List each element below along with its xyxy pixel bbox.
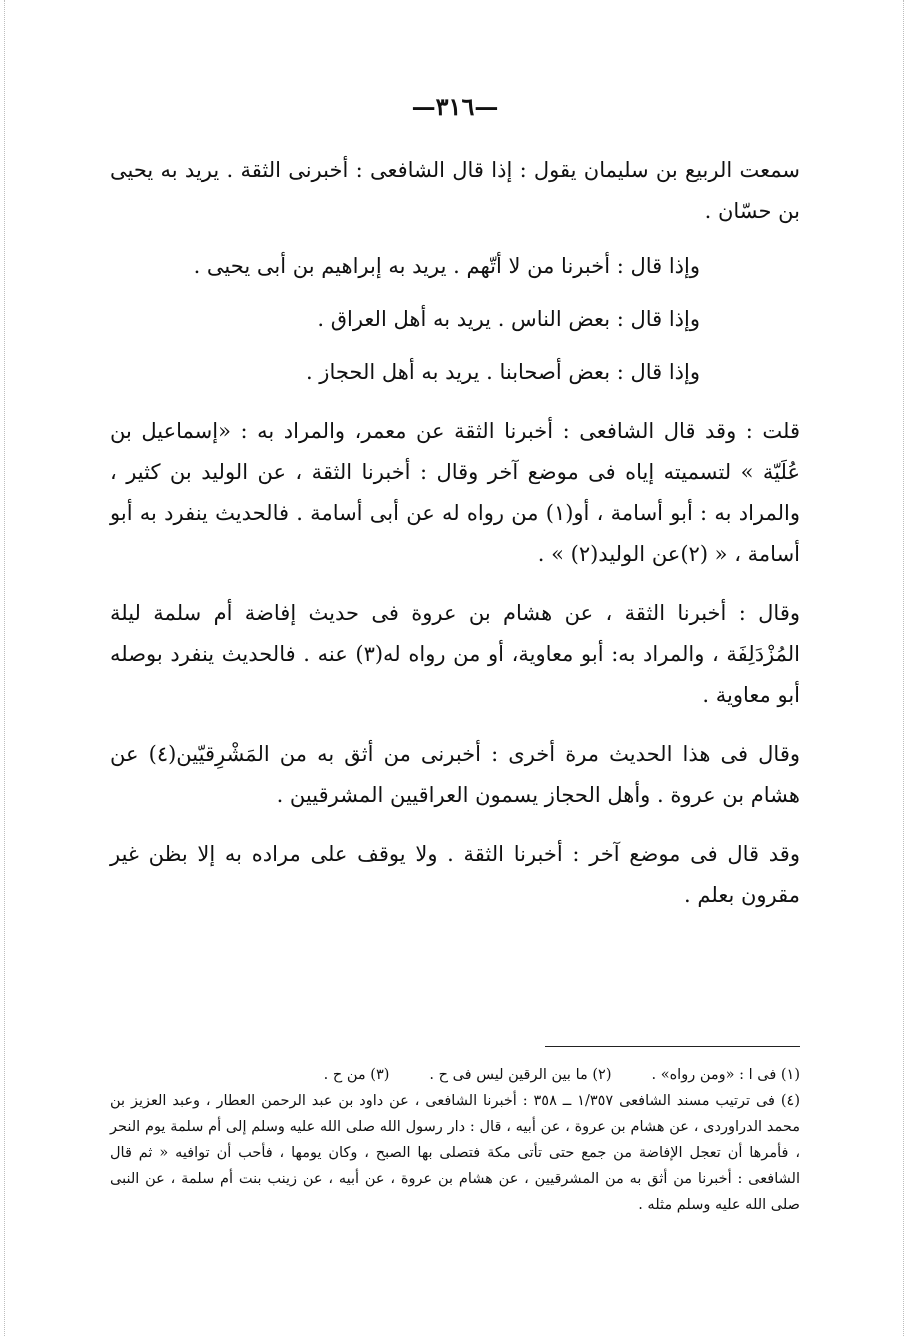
footnote-3: (٣) من ح . bbox=[323, 1067, 390, 1083]
footnotes bbox=[110, 1062, 800, 1218]
main-text bbox=[110, 150, 800, 916]
paragraph-7: وقال فى هذا الحديث مرة أخرى : أخبرنى من أثق به من المَشْرِقيّين(٤) عن هشام بن عروة . وأهل الحجاز يسمون العراقيين المشرقيين . bbox=[110, 742, 800, 807]
paragraph-1: سمعت الربيع بن سليمان يقول : إذا قال الشافعى : أخبرنى الثقة . يريد به يحيى بن حسّان . bbox=[110, 158, 800, 223]
paragraph-3: وإذا قال : بعض الناس . يريد به أهل العراق . bbox=[317, 307, 700, 331]
paragraph-2: وإذا قال : أخبرنا من لا أتّهم . يريد به إبراهيم بن أبى يحيى . bbox=[193, 254, 700, 278]
page-number: —٣١٦— bbox=[411, 92, 499, 121]
footnote-4: (٤) فى ترتيب مسند الشافعى ١/٣٥٧ ــ ٣٥٨ : أخبرنا الشافعى ، عن داود بن عبد الرحمن العطار ، وعبد العزيز بن محمد الدراوردى ، عن هشام بن عروة ، عن أبيه ، قال : دار رسول الله صلى الله عليه وسلم إلى أم سلمة يوم النحر ، فأمرها أن تعجل الإفاضة من جمع حتى تأتى مكة فتصلى بها الصبح ، وكان يومها ، فأحب أن توافيه « ثم قال الشافعى : أخبرنا من أثق به من المشرقيين ، عن هشام بن عروة ، عن أبيه ، عن زينب بنت أم سلمة ، عن النبى صلى الله عليه وسلم مثله . bbox=[110, 1093, 800, 1213]
paragraph-8: وقد قال فى موضع آخر : أخبرنا الثقة . ولا يوقف على مراده به إلا بظن غير مقرون بعلم . bbox=[110, 842, 800, 907]
footnote-row bbox=[110, 1062, 800, 1088]
footnote-2: (٢) ما بين الرقين ليس فى ح . bbox=[429, 1067, 612, 1083]
paragraph-5: قلت : وقد قال الشافعى : أخبرنا الثقة عن معمر، والمراد به : «إسماعيل بن عُلَيّة » لتسميته إياه فى موضع آخر وقال : أخبرنا الثقة ، عن الوليد بن كثير ، والمراد به : أبو أسامة ، أو(١) من رواه له عن أبى أسامة . فالحديث ينفرد به أبو أسامة ، « (٢)عن الوليد(٢) » . bbox=[110, 419, 800, 566]
page-edge-right bbox=[903, 0, 904, 1336]
paragraph-4: وإذا قال : بعض أصحابنا . يريد به أهل الحجاز . bbox=[305, 360, 700, 384]
paragraph-6: وقال : أخبرنا الثقة ، عن هشام بن عروة فى حديث إفاضة أم سلمة ليلة المُزْدَلِفَة ، والمراد به: أبو معاوية، أو من رواه له(٣) عنه . فالحديث ينفرد بوصله أبو معاوية . bbox=[110, 601, 800, 707]
footnote-1: (١) فى ا : «ومن رواه» . bbox=[651, 1067, 800, 1083]
page-edge-left bbox=[4, 0, 5, 1336]
footnote-separator bbox=[545, 1046, 800, 1047]
